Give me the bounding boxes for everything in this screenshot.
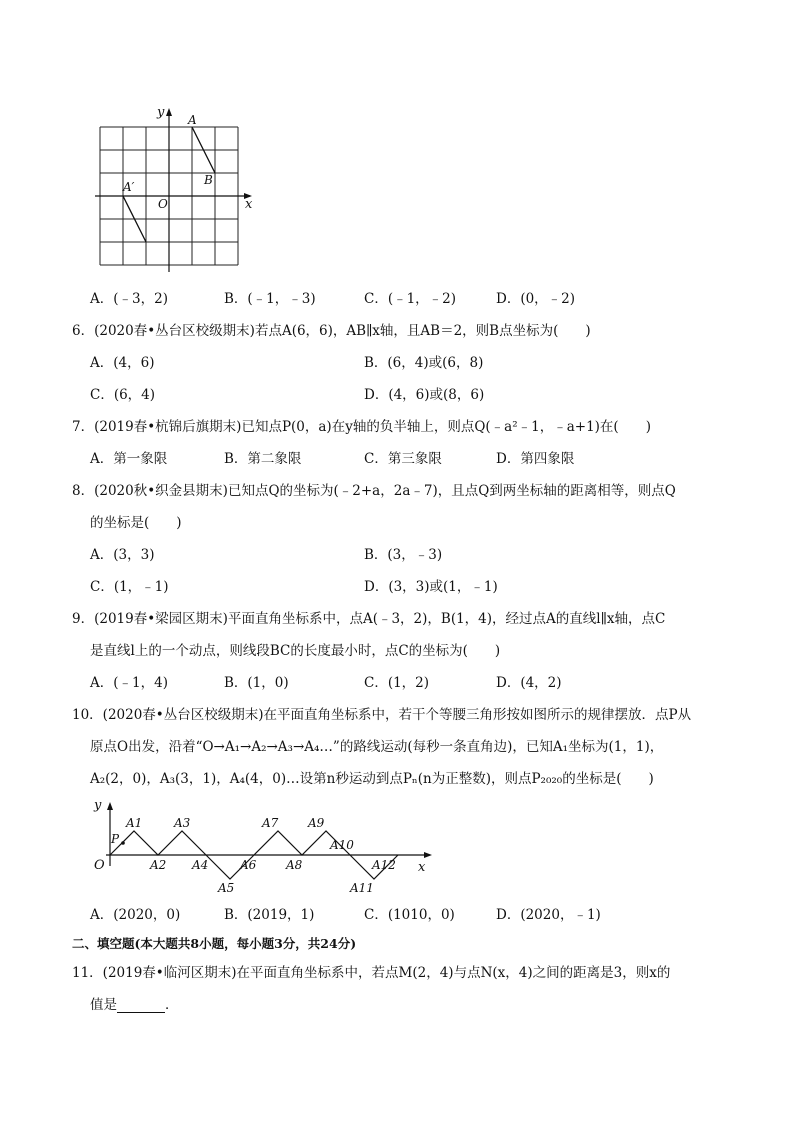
q7-option-a: A．第一象限 <box>90 451 168 467</box>
q11-stem: 11．(2019春•临河区期末)在平面直角坐标系中，若点M(2，4)与点N(x，4)之间的距离是3，则x的 <box>72 965 671 981</box>
label-A7: A7 <box>262 816 279 830</box>
x-label: x <box>418 860 426 875</box>
q5-option-d: D．(0，﹣2) <box>496 291 576 307</box>
q5-option-c: C．(﹣1，﹣2) <box>364 291 457 307</box>
q10-stem-line2: 原点O出发，沿着“O→A₁→A₂→A₃→A₄…”的路线运动(每秒一条直角边)，已知A₁坐标为(1，1)， <box>90 739 664 755</box>
label-A6: A6 <box>240 858 257 872</box>
label-A1: A1 <box>126 816 143 830</box>
q7-option-c: C．第三象限 <box>364 451 442 467</box>
q5-option-b: B．(﹣1，﹣3) <box>224 291 316 307</box>
label-A2: A2 <box>150 858 167 872</box>
label-A4: A4 <box>192 858 209 872</box>
q10-option-c: C．(1010，0) <box>364 907 455 923</box>
point-P <box>121 841 125 845</box>
label-B: B <box>204 173 213 187</box>
q6-stem: 6．(2020春•丛台区校级期末)若点A(6，6)，AB∥x轴，且AB＝2，则B点坐标为( ) <box>72 323 591 339</box>
label-A5: A5 <box>218 881 235 895</box>
q6-option-a: A．(4，6) <box>90 355 155 371</box>
q9-option-b: B．(1，0) <box>224 675 289 691</box>
x-label: x <box>245 197 253 212</box>
y-label: y <box>157 105 165 120</box>
label-A10: A10 <box>330 838 354 852</box>
label-A12: A12 <box>372 858 396 872</box>
q10-stem-line1: 10．(2020春•丛台区校级期末)在平面直角坐标系中，若干个等腰三角形按如图所示的规律摆放．点P从 <box>72 707 692 723</box>
q7-option-b: B．第二象限 <box>224 451 302 467</box>
q9-option-a: A．(﹣1，4) <box>90 675 168 691</box>
zigzag-figure <box>88 794 438 899</box>
grid-figure <box>90 100 265 280</box>
q8-option-d: D．(3，3)或(1，﹣1) <box>364 579 498 595</box>
answer-blank[interactable] <box>117 1000 165 1013</box>
q9-option-c: C．(1，2) <box>364 675 430 691</box>
origin-label: O <box>94 858 105 873</box>
q8-stem-line1: 8．(2020秋•织金县期末)已知点Q的坐标为(﹣2+a，2a﹣7)，且点Q到两坐标轴的距离相等，则点Q <box>72 483 676 499</box>
q10-option-b: B．(2019，1) <box>224 907 315 923</box>
label-A9: A9 <box>308 816 325 830</box>
q11-stem-tail: 值是 <box>90 997 117 1013</box>
P-label: P <box>111 832 120 846</box>
q6-option-c: C．(6，4) <box>90 387 156 403</box>
q9-stem-line2: 是直线l上的一个动点，则线段BC的长度最小时，点C的坐标为( ) <box>90 643 501 659</box>
q9-option-d: D．(4，2) <box>496 675 562 691</box>
label-A-prime: A′ <box>123 180 135 194</box>
q8-option-b: B．(3，﹣3) <box>364 547 443 563</box>
q8-option-c: C．(1，﹣1) <box>90 579 169 595</box>
origin-label: O <box>158 197 168 211</box>
q5-option-a: A．(﹣3，2) <box>90 291 168 307</box>
y-label: y <box>94 798 102 813</box>
q8-stem-line2: 的坐标是( ) <box>90 515 182 531</box>
q10-stem-line3: A₂(2，0)，A₃(3，1)，A₄(4，0)…设第n秒运动到点Pₙ(n为正整数)，则点P₂₀₂₀的坐标是( ) <box>90 771 654 787</box>
q9-stem-line1: 9．(2019春•梁园区期末)平面直角坐标系中，点A(﹣3，2)，B(1，4)，经过点A的直线l∥x轴，点C <box>72 611 666 627</box>
label-A3: A3 <box>174 816 191 830</box>
q10-option-d: D．(2020，﹣1) <box>496 907 601 923</box>
q11-answer-line <box>90 999 179 1013</box>
q6-option-d: D．(4，6)或(8，6) <box>364 387 485 403</box>
q10-option-a: A．(2020，0) <box>90 907 181 923</box>
label-A: A <box>188 113 197 127</box>
label-A11: A11 <box>350 881 374 895</box>
q8-option-a: A．(3，3) <box>90 547 155 563</box>
section-title: 二、填空题(本大题共8小题，每小题3分，共24分) <box>72 936 357 951</box>
q11-end: ． <box>165 997 179 1013</box>
q7-option-d: D．第四象限 <box>496 451 575 467</box>
label-A8: A8 <box>286 858 303 872</box>
q7-stem: 7．(2019春•杭锦后旗期末)已知点P(0，a)在y轴的负半轴上，则点Q(﹣a²﹣1，﹣a+1)在( ) <box>72 419 651 435</box>
q6-option-b: B．(6，4)或(6，8) <box>364 355 484 371</box>
